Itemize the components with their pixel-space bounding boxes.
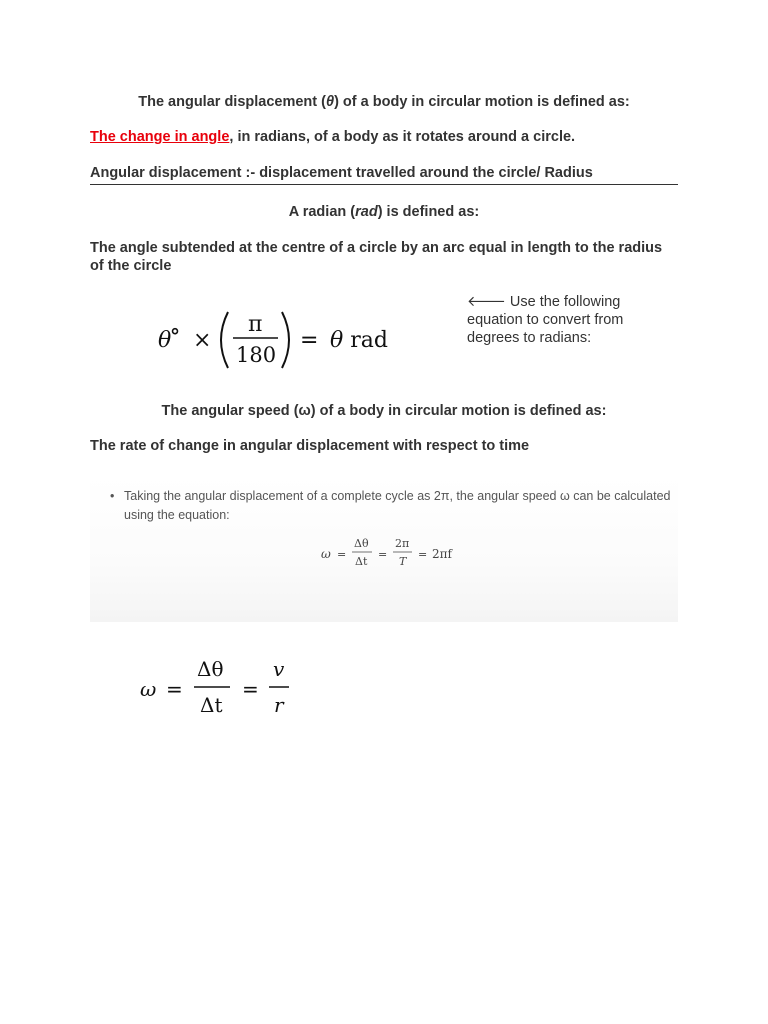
omega-eq2: =: [242, 677, 259, 701]
note-eq3: =: [418, 548, 428, 561]
note-eq1: =: [337, 548, 347, 561]
divider-line: [90, 184, 678, 185]
angle-definition-rest: , in radians, of a body as it rotates around a circle.: [229, 129, 576, 145]
angle-definition: [90, 129, 575, 145]
eq-degree: °: [170, 324, 180, 348]
heading-suffix: ) of a body in circular motion is defined as:: [334, 94, 630, 110]
omega-symbol: ω: [140, 677, 157, 701]
omega-den1: Δt: [200, 693, 223, 717]
omega-eq1: =: [166, 677, 183, 701]
highlight-change-in-angle: The change in angle: [90, 129, 230, 145]
note-f1-den: Δt: [355, 555, 368, 568]
note-bullet: •: [110, 489, 115, 503]
eq-times: ×: [193, 328, 212, 353]
omega-num2: v: [273, 657, 285, 681]
note-omega: ω: [321, 547, 331, 561]
radian-prefix: A radian (: [288, 204, 356, 220]
theta-symbol: θ: [325, 94, 335, 110]
eq-equals: =: [300, 328, 319, 353]
note-equation: [318, 534, 468, 572]
omega-den2: r: [274, 693, 284, 717]
heading-angular-speed: The angular speed (ω) of a body in circular motion is defined as:: [161, 403, 607, 419]
heading-radian: [0, 204, 768, 220]
note-f1-num: Δθ: [354, 537, 369, 550]
heading-angular-displacement: [0, 94, 768, 110]
radian-definition: The angle subtended at the centre of a circle by an arc equal in length to the radius of the circle: [90, 240, 663, 274]
right-paren: [282, 312, 289, 368]
eq-180: 180: [236, 343, 277, 367]
note-eq2: =: [378, 548, 388, 561]
eq-rhs: θ rad: [330, 328, 388, 353]
eq-theta: θ: [158, 328, 172, 353]
angular-displacement-formula-text: Angular displacement :- displacement travelled around the circle/ Radius: [90, 165, 593, 181]
rad-symbol: rad: [355, 204, 378, 220]
note-f2-num: 2π: [395, 537, 410, 550]
left-paren: [221, 312, 228, 368]
note-text: Taking the angular displacement of a complete cycle as 2π, the angular speed ω can be calculated using the equation:: [124, 489, 671, 522]
conversion-equation: [150, 308, 390, 374]
eq-pi: π: [248, 312, 263, 337]
omega-num1: Δθ: [197, 657, 224, 681]
omega-equation: [138, 652, 308, 722]
radian-suffix: ) is defined as:: [377, 204, 480, 220]
note-f2-den: T: [399, 555, 407, 568]
side-note: 🡐 Use the following equation to convert from degrees to radians:: [467, 294, 624, 346]
angular-speed-definition: The rate of change in angular displacement with respect to time: [90, 438, 530, 454]
heading-prefix: The angular displacement (: [138, 94, 326, 110]
note-rhs: 2πf: [432, 547, 452, 561]
